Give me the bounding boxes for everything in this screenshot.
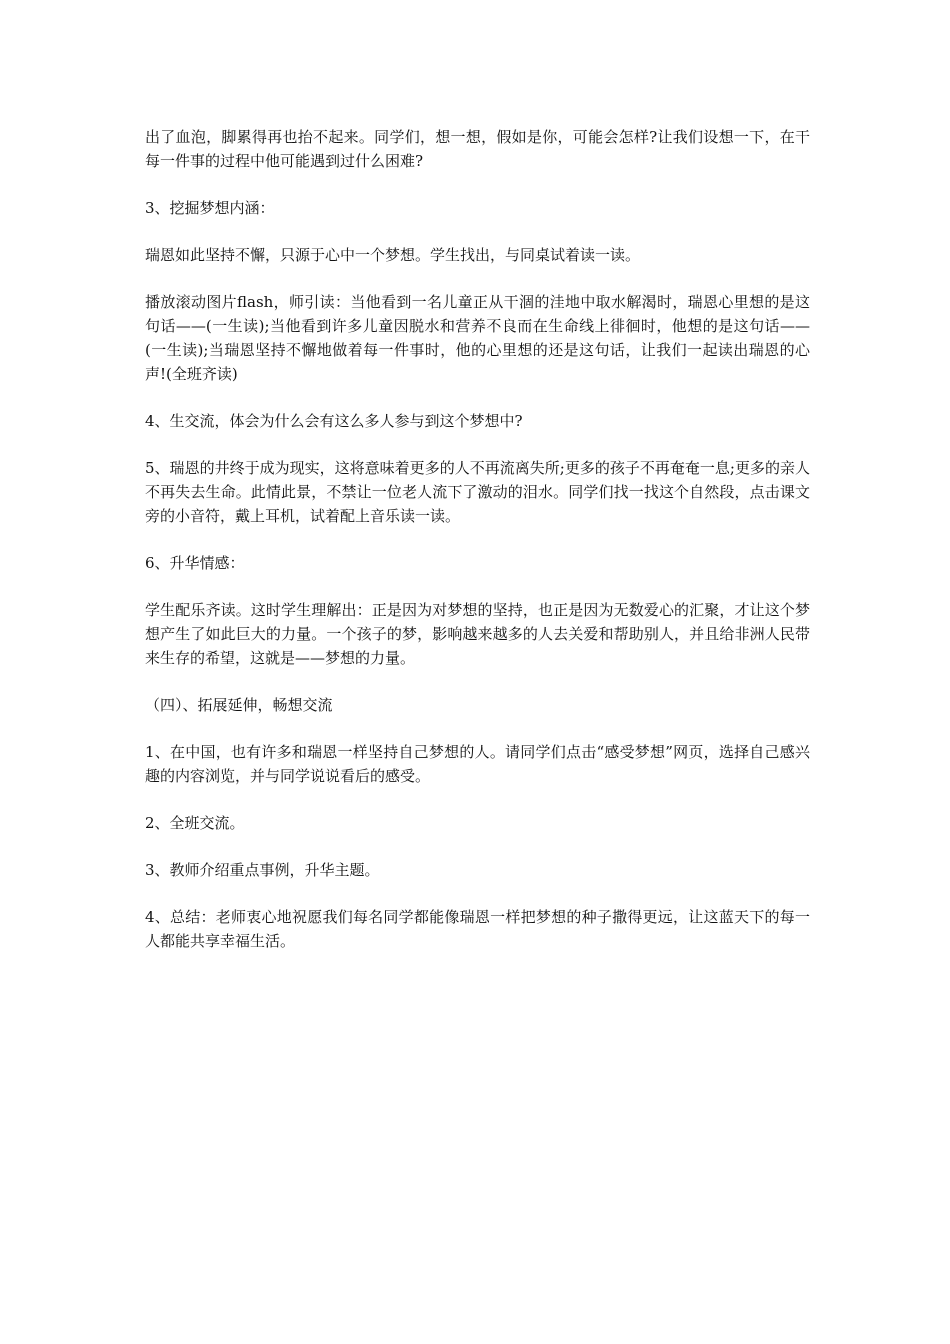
paragraph-heading-3: 3、挖掘梦想内涵： (145, 199, 275, 217)
document-body (145, 125, 810, 976)
paragraph-extension-3: 3、教师介绍重点事例，升华主题。 (145, 861, 380, 879)
paragraph-summary: 4、总结：老师衷心地祝愿我们每名同学都能像瑞恩一样把梦想的种子撒得更远，让这蓝天下的每一人都能共享幸福生活。 (145, 908, 810, 950)
paragraph-flash-reading: 播放滚动图片flash，师引读：当他看到一名儿童正从干涸的洼地中取水解渴时，瑞恩心里想的是这句话——(一生读);当他看到许多儿童因脱水和营养不良而在生命线上徘徊时，他想的是这句话——(一生读);当瑞恩坚持不懈地做着每一件事时，他的心里想的还是这句话，让我们一起读出瑞恩的心声!(全班齐读) (145, 293, 810, 383)
paragraph-section-four: （四）、拓展延伸，畅想交流 (145, 696, 333, 714)
paragraph-extension-1: 1、在中国，也有许多和瑞恩一样坚持自己梦想的人。请同学们点击“感受梦想”网页，选择自己感兴趣的内容浏览，并与同学说说看后的感受。 (145, 743, 810, 785)
paragraph-heading-4: 4、生交流，体会为什么会有这么多人参与到这个梦想中? (145, 412, 523, 430)
paragraph-music-reading: 学生配乐齐读。这时学生理解出：正是因为对梦想的坚持，也正是因为无数爱心的汇聚，才让这个梦想产生了如此巨大的力量。一个孩子的梦，影响越来越多的人去关爱和帮助别人，并且给非洲人民带来生存的希望，这就是——梦想的力量。 (145, 601, 810, 667)
paragraph-ryan-dream: 瑞恩如此坚持不懈，只源于心中一个梦想。学生找出，与同桌试着读一读。 (145, 246, 641, 264)
paragraph-heading-6: 6、升华情感： (145, 554, 245, 572)
paragraph-extension-2: 2、全班交流。 (145, 814, 245, 832)
paragraph-continued-text: 出了血泡，脚累得再也抬不起来。同学们，想一想，假如是你，可能会怎样?让我们设想一下，在干每一件事的过程中他可能遇到过什么困难? (145, 128, 810, 170)
paragraph-item-5: 5、瑞恩的井终于成为现实，这将意味着更多的人不再流离失所;更多的孩子不再奄奄一息;更多的亲人不再失去生命。此情此景，不禁让一位老人流下了激动的泪水。同学们找一找这个自然段，点击课文旁的小音符，戴上耳机，试着配上音乐读一读。 (145, 459, 810, 525)
